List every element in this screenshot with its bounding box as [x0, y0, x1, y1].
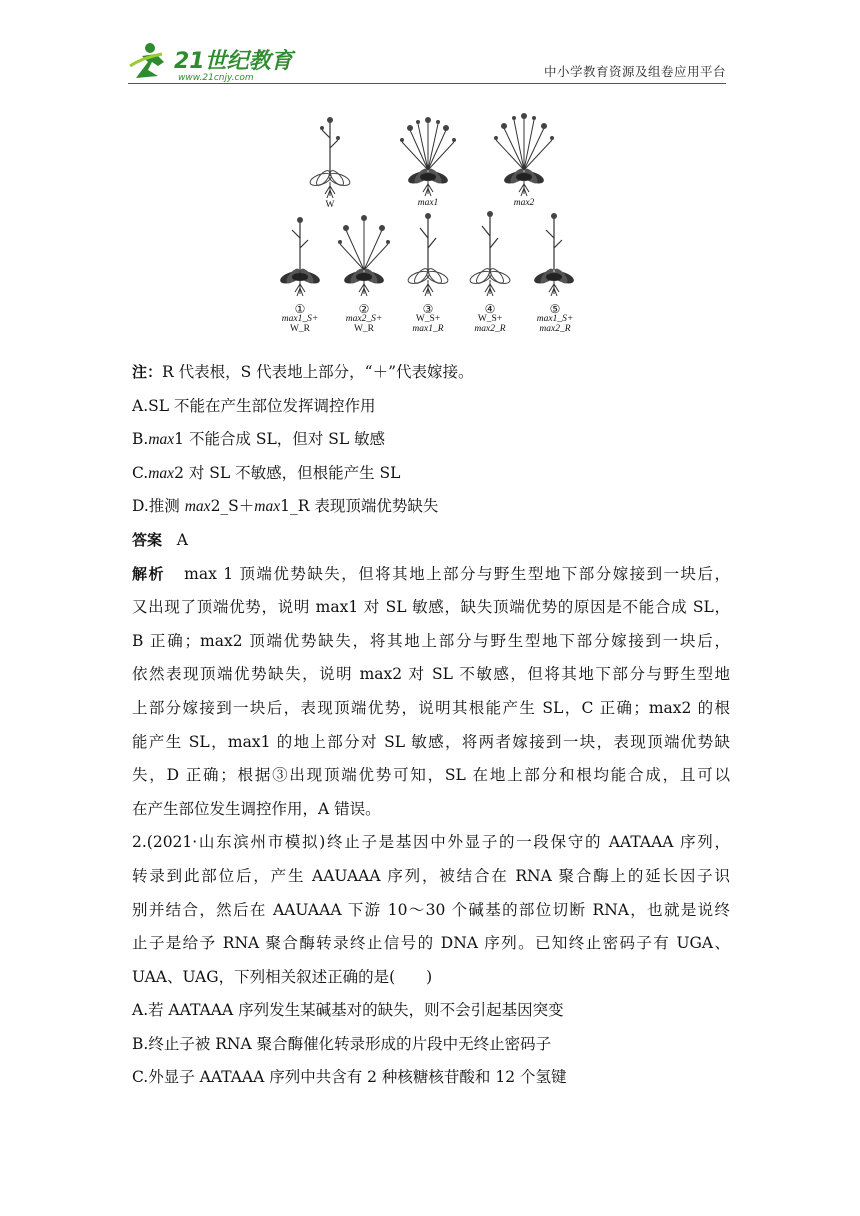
graft-label-4: ④ W_S+ max2_R: [474, 302, 506, 334]
header-divider: [128, 83, 726, 84]
analysis-line-3: B 正确；max2 顶端优势缺失，将其地上部分与野生型地下部分嫁接到一块后，: [132, 631, 730, 650]
question2-option-b: B.终止子被 RNA 聚合酶催化转录形成的片段中无终止密码子: [132, 1034, 552, 1053]
plant-max2: [494, 113, 554, 196]
plant-graft-2: [338, 215, 390, 296]
graft-label-1: ① max1_S+ W_R: [281, 302, 319, 334]
option-c: C.max2 对 SL 不敏感，但根能产生 SL: [132, 463, 401, 482]
plant-max1: [400, 117, 456, 196]
analysis-line-6: 能产生 SL，max1 的地上部分对 SL 敏感，将两者嫁接到一块，表现顶端优势缺: [132, 732, 730, 751]
plant-graft-3: [407, 213, 450, 296]
option-b: B.max1 不能合成 SL，但对 SL 敏感: [132, 430, 386, 449]
question2-line-2: 转录到此部位后，产生 AAUAAA 序列，被结合在 RNA 聚合酶上的延长因子识: [132, 866, 730, 885]
analysis-line-7: 失，D 正确；根据③出现顶端优势可知，SL 在地上部分和根均能合成，且可以: [132, 766, 730, 785]
analysis-line-1: 解析 max 1 顶端优势缺失，但将其地上部分与野生型地下部分嫁接到一块后，: [132, 564, 730, 583]
svg-text:www.21cnjy.com: www.21cnjy.com: [178, 73, 254, 82]
question2-line-3: 别并结合，然后在 AAUAAA 下游 10～30 个碱基的部位切断 RNA，也就是说终: [132, 900, 730, 919]
question2-option-a: A.若 AATAAA 序列发生某碱基对的缺失，则不会引起基因突变: [132, 1001, 564, 1020]
option-a: A.SL 不能在产生部位发挥调控作用: [132, 396, 376, 415]
analysis-line-2: 又出现了顶端优势，说明 max1 对 SL 敏感，缺失顶端优势的原因是不能合成 SL，: [132, 598, 730, 617]
platform-name: 中小学教育资源及组卷应用平台: [543, 64, 726, 79]
page-header: [128, 34, 726, 84]
plant-graft-5: [533, 213, 576, 296]
plant-w: [309, 117, 352, 198]
question2-line-1: 2.(2021·山东滨州市模拟)终止子是基因中外显子的一段保守的 AATAAA 序列，: [132, 833, 730, 852]
question2-line-5: UAA、UAG，下列相关叙述正确的是( ): [132, 967, 433, 986]
svg-text:21世纪教育: 21世纪教育: [174, 49, 293, 74]
21cnjy-logo: [128, 40, 298, 82]
analysis-line-4: 依然表现顶端优势缺失，说明 max2 对 SL 不敏感，但将其地下部分与野生型地: [132, 665, 730, 684]
label-max1: max1: [417, 198, 439, 208]
analysis-line-5: 上部分嫁接到一块后，表现顶端优势，说明其根能产生 SL，C 正确；max2 的根: [132, 698, 730, 717]
graft-label-5: ⑤ max1_S+ max2_R: [536, 302, 574, 334]
document-body: [132, 356, 730, 1095]
plant-graft-4: [469, 211, 512, 296]
analysis-line-8: 在产生部位发生调控作用，A 错误。: [132, 799, 381, 818]
option-d: D.推测 max2_S＋max1_R 表现顶端优势缺失: [132, 497, 439, 516]
graft-label-3: ③ W_S+ max1_R: [412, 302, 444, 334]
figure-note: 注：R 代表根，S 代表地上部分，“＋”代表嫁接。: [132, 363, 474, 381]
graft-label-2: ② max2_S+ W_R: [345, 302, 383, 334]
question2-option-c: C.外显子 AATAAA 序列中共含有 2 种核糖核苷酸和 12 个氢键: [132, 1068, 567, 1087]
plant-graft-1: [279, 217, 322, 296]
question2-line-4: 止子是给予 RNA 聚合酶转录终止信号的 DNA 序列。已知终止密码子有 UGA、: [132, 934, 730, 953]
label-max2: max2: [513, 198, 535, 208]
answer-line: 答案 A: [132, 530, 188, 549]
plant-grafting-figure: [278, 108, 590, 344]
label-w: W: [325, 200, 335, 210]
